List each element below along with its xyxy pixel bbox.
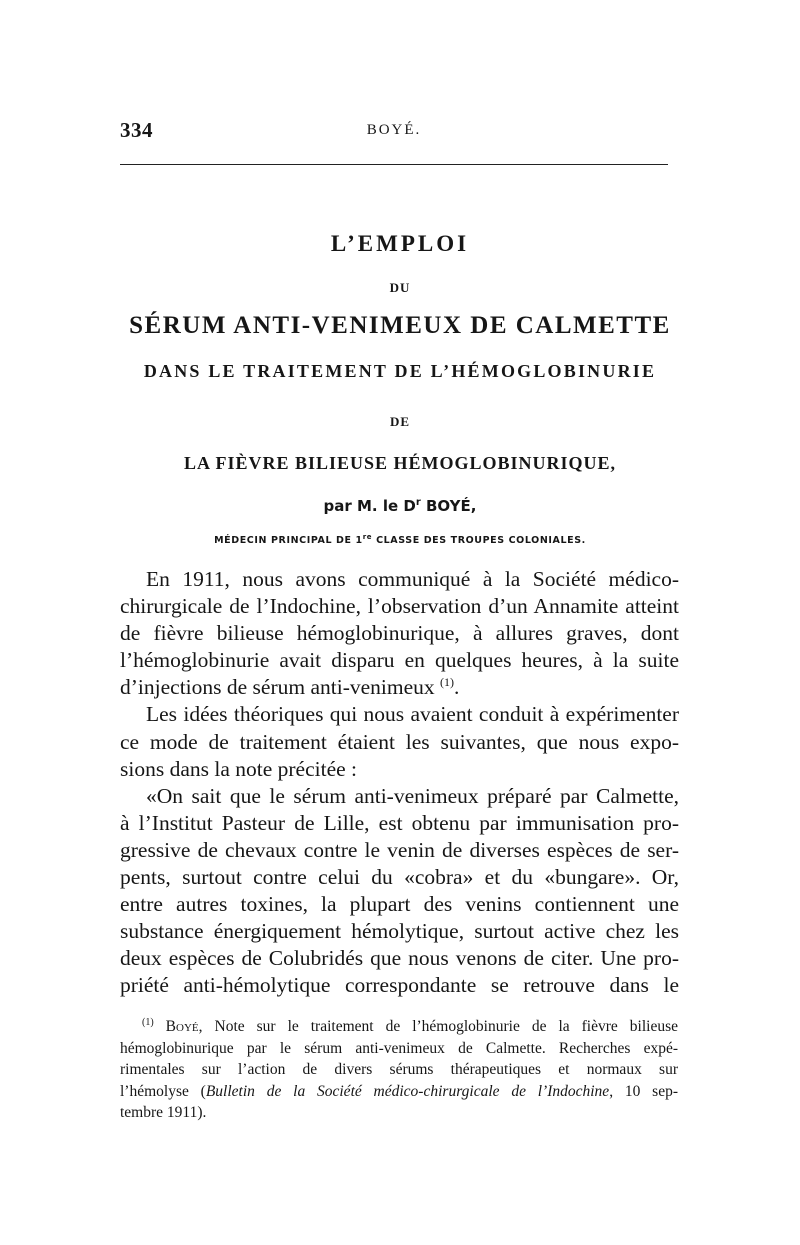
header-rule: [120, 164, 668, 165]
body-text: [120, 566, 679, 1000]
footnote-text: l’hémolyse (: [120, 1082, 206, 1100]
footnote-line: tembre 1911).: [120, 1104, 207, 1121]
footnote-journal-title: Bulletin de la Société médico-chirurgicale de l’Indochine: [205, 1082, 610, 1100]
body-line: gressive de chevaux contre le venin de diverses espèces de ser-: [120, 837, 679, 862]
affiliation: [0, 533, 800, 546]
body-line: entre autres toxines, la plupart des venins contiennent une: [120, 892, 679, 917]
body-line: «On sait que le sérum anti-venimeux préparé par Calmette,: [146, 783, 679, 808]
footnote-line: hémoglobinurique par le sérum anti-venimeux de Calmette. Recherches expé-: [120, 1039, 678, 1057]
body-line: Les idées théoriques qui nous avaient conduit à expérimenter: [146, 702, 679, 727]
body-line-text: d’injections de sérum anti-venimeux: [120, 675, 435, 700]
body-line: pents, surtout contre celui du «cobra» et du «bungare». Or,: [120, 865, 679, 890]
page-number: 334: [120, 118, 153, 142]
footnote-text: , 10 sep-: [609, 1082, 678, 1100]
title-line-4: DANS LE TRAITEMENT DE L’HÉMOGLOBINURIE: [143, 361, 657, 381]
byline: [0, 497, 800, 515]
footnote-text: , Note sur le traitement de l’hémoglobinurie de la fièvre bilieuse: [198, 1018, 678, 1035]
byline-sup: r: [415, 497, 421, 508]
affiliation-before: MÉDECIN PRINCIPAL DE 1: [214, 535, 363, 547]
title-line-2: DU: [389, 280, 411, 295]
footnote-line: rimentales sur l’action de divers sérums thérapeutiques et normaux sur: [120, 1061, 678, 1078]
footnote-line: [120, 1016, 678, 1038]
byline-name: BOYÉ,: [420, 497, 477, 515]
footnote: [120, 1016, 678, 1124]
affiliation-after: CLASSE DES TROUPES COLONIALES.: [372, 535, 586, 547]
running-head: [120, 118, 668, 144]
body-line: ce mode de traitement étaient les suivantes, que nous expo-: [120, 729, 679, 754]
title-line-6: LA FIÈVRE BILIEUSE HÉMOGLOBINURIQUE,: [183, 453, 617, 473]
footnote-line: [120, 1081, 678, 1103]
byline-prefix: par M. le D: [323, 497, 416, 515]
title-line-5: DE: [389, 414, 411, 429]
affiliation-sup: re: [362, 533, 373, 541]
body-line: à l’Institut Pasteur de Lille, est obtenu par immunisation pro-: [120, 810, 679, 835]
body-line: [120, 674, 679, 701]
footnote-author: Boyé: [165, 1018, 199, 1035]
title-line-3: SÉRUM ANTI-VENIMEUX DE CALMETTE: [129, 312, 671, 339]
body-line: En 1911, nous avons communiqué à la Société médico-: [146, 567, 679, 591]
footnote-mark: (1): [142, 1016, 154, 1028]
body-line: priété anti-hémolytique correspondante se retrouve dans le: [120, 973, 679, 998]
body-line: de fièvre bilieuse hémoglobinurique, à allures graves, dont: [120, 621, 679, 646]
body-line-end: .: [454, 675, 460, 700]
body-line: substance énergiquement hémolytique, surtout active chez les: [120, 919, 679, 944]
body-line: deux espèces de Colubridés que nous venons de citer. Une pro-: [120, 946, 679, 971]
body-line: sions dans la note précitée :: [120, 756, 358, 781]
running-title: BOYÉ.: [366, 122, 422, 138]
body-line: chirurgicale de l’Indochine, l’observation d’un Annamite atteint: [120, 594, 679, 619]
title-line-1: L’EMPLOI: [330, 231, 470, 256]
footnote-reference[interactable]: (1): [440, 675, 455, 690]
body-line: l’hémoglobinurie avait disparu en quelques heures, à la suite: [120, 648, 679, 673]
